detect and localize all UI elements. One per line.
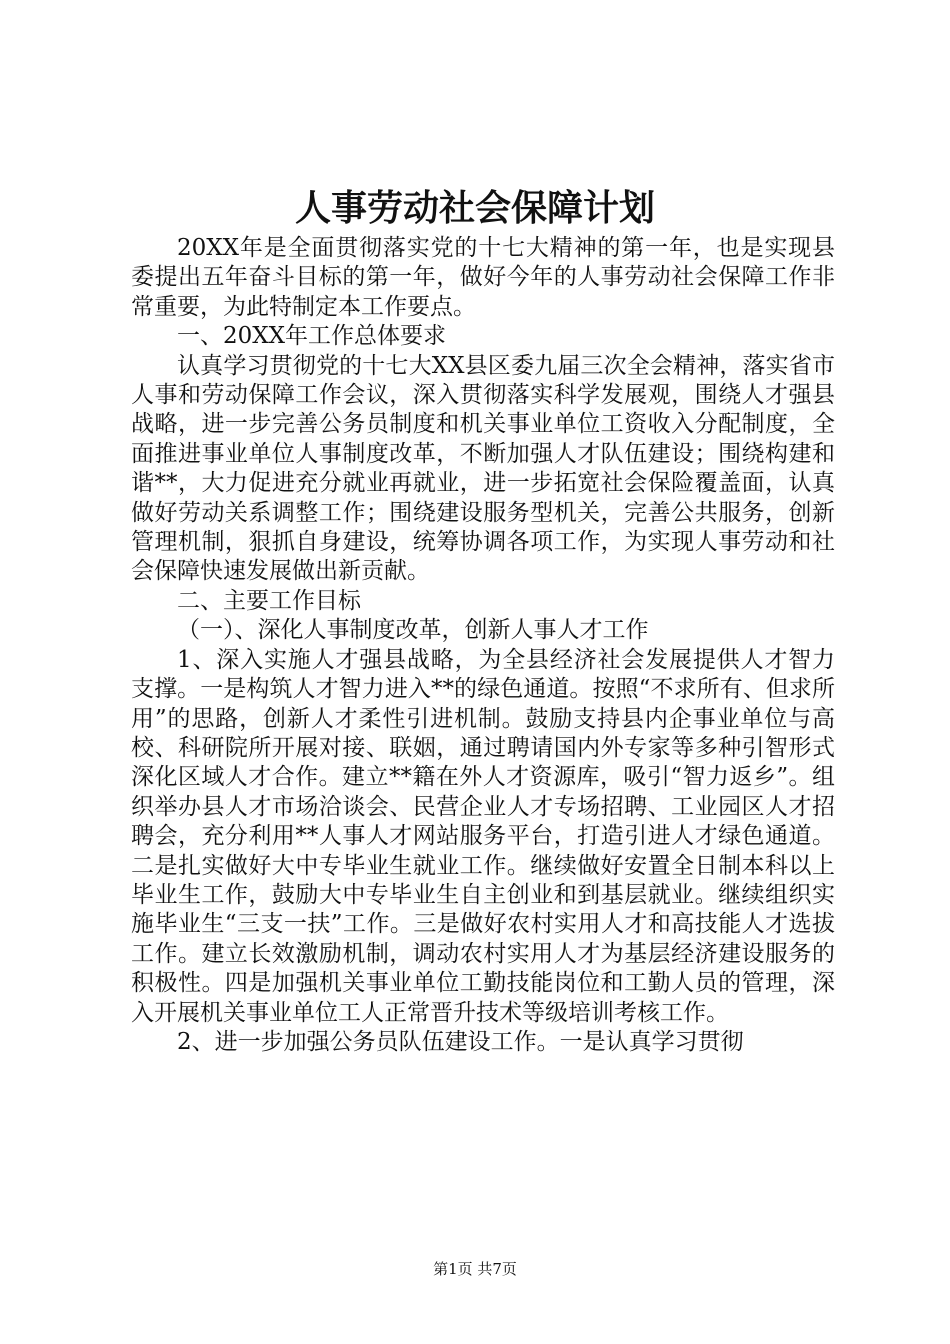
paragraph-item-2: 2、进一步加强公务员队伍建设工作。一是认真学习贯彻: [177, 1028, 744, 1055]
section-heading-2: 二、主要工作目标: [177, 587, 361, 614]
document-title: 人事劳动社会保障计划: [294, 187, 655, 229]
section-heading-1: 一、20XX年工作总体要求: [177, 323, 447, 350]
document-body: [131, 234, 835, 1057]
page-number-footer: 第1页 共7页: [433, 1260, 517, 1278]
subsection-heading-1: （一）、深化人事制度改革，创新人事人才工作: [177, 617, 649, 644]
paragraph-requirements: 认真学习贯彻党的十七大XX县区委九届三次全会精神，落实省市人事和劳动保障工作会议，深入贯彻落实科学发展观，围绕人才强县战略，进一步完善公务员制度和机关事业单位工资收入分配制度，全面推进事业单位人事制度改革，不断加强人才队伍建设；围绕构建和谐**，大力促进充分就业再就业，进一步拓宽社会保险覆盖面，认真做好劳动关系调整工作；围绕建设服务型机关，完善公共服务，创新管理机制，狠抓自身建设，统筹协调各项工作，为实现人事劳动和社会保障快速发展做出新贡献。: [131, 352, 835, 585]
paragraph-item-1: 1、深入实施人才强县战略，为全县经济社会发展提供人才智力支撑。一是构筑人才智力进入**的绿色通道。按照“不求所有、但求所用”的思路，创新人才柔性引进机制。鼓励支持县内企事业单位与高校、科研院所开展对接、联姻，通过聘请国内外专家等多种引智形式深化区域人才合作。建立**籍在外人才资源库，吸引“智力返乡”。组织举办县人才市场洽谈会、民营企业人才专场招聘、工业园区人才招聘会，充分利用**人事人才网站服务平台，打造引进人才绿色通道。二是扎实做好大中专毕业生就业工作。继续做好安置全日制本科以上毕业生工作，鼓励大中专毕业生自主创业和到基层就业。继续组织实施毕业生“三支一扶”工作。三是做好农村实用人才和高技能人才选拔工作。建立长效激励机制，调动农村实用人才为基层经济建设服务的积极性。四是加强机关事业单位工勤技能岗位和工勤人员的管理，深入开展机关事业单位工人正常晋升技术等级培训考核工作。: [131, 646, 835, 1026]
paragraph-intro: 20XX年是全面贯彻落实党的十七大精神的第一年，也是实现县委提出五年奋斗目标的第一年，做好今年的人事劳动社会保障工作非常重要，为此特制定本工作要点。: [131, 235, 835, 320]
